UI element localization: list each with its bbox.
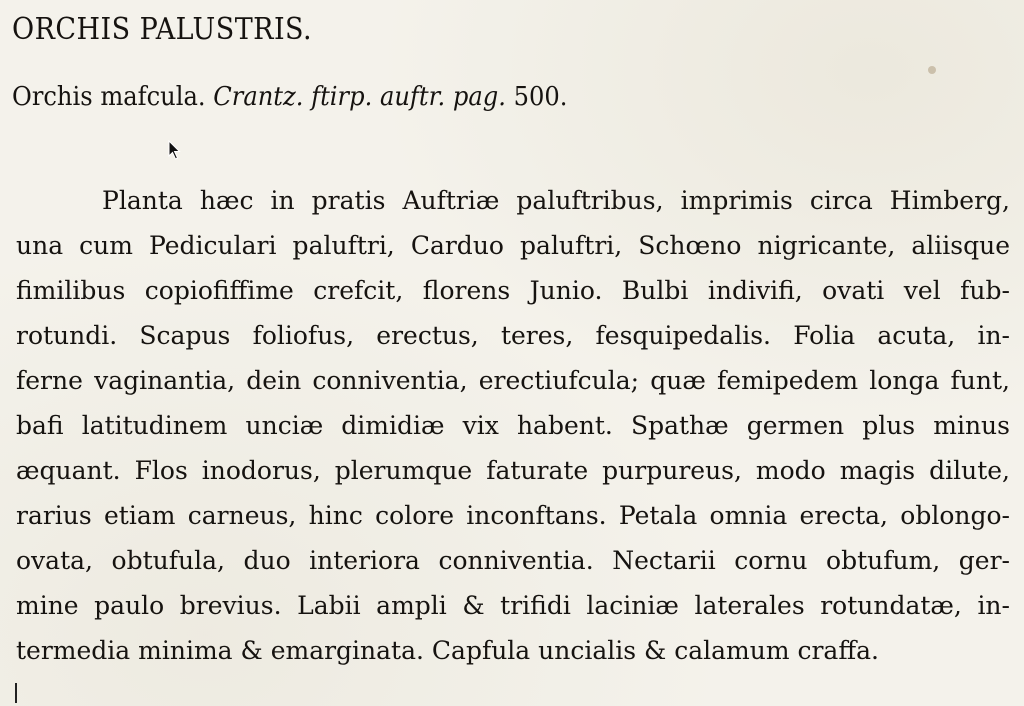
paragraph-line: mine paulo brevius. Labii ampli & trifidi laciniæ laterales rotundatæ, in- [16, 591, 1010, 620]
paragraph-line: fimilibus copiofiffime crefcit, florens Junio. Bulbi indivifi, ovati vel fub- [16, 276, 1010, 305]
paragraph-line: bafi latitudinem unciæ dimidiæ vix habent. Spathæ germen plus minus [16, 411, 1010, 440]
paragraph-line: ferne vaginantia, dein conniventia, erectiufcula; quæ femipedem longa funt, [16, 366, 1010, 395]
synonym-line [12, 82, 567, 112]
paragraph-line: Planta hæc in pratis Auftriæ paluftribus, imprimis circa Himberg, [102, 186, 1010, 215]
paragraph-line: una cum Pediculari paluftri, Carduo paluftri, Schœno nigricante, aliisque [16, 231, 1010, 260]
synonym-page: 500. [513, 82, 568, 112]
paragraph-line: ovata, obtufula, duo interiora conniventia. Nectarii cornu obtufum, ger- [16, 546, 1010, 575]
paragraph-line: rarius etiam carneus, hinc colore inconftans. Petala omnia erecta, oblongo- [16, 501, 1010, 530]
paragraph-line: rotundi. Scapus foliofus, erectus, teres, fesquipedalis. Folia acuta, in- [16, 321, 1010, 350]
page-title: ORCHIS PALUSTRIS. [12, 12, 313, 47]
synonym-citation: Crantz. ftirp. auftr. pag. [213, 82, 506, 112]
description-paragraph [16, 178, 1010, 673]
paper-stain [928, 66, 936, 74]
paragraph-line: termedia minima & emarginata. Capfula uncialis & calamum craffa. [16, 636, 879, 665]
paragraph-line: æquant. Flos inodorus, plerumque faturate purpureus, modo magis dilute, [16, 456, 1010, 485]
synonym-name: Orchis mafcula. [12, 82, 206, 112]
text-caret [15, 683, 17, 703]
